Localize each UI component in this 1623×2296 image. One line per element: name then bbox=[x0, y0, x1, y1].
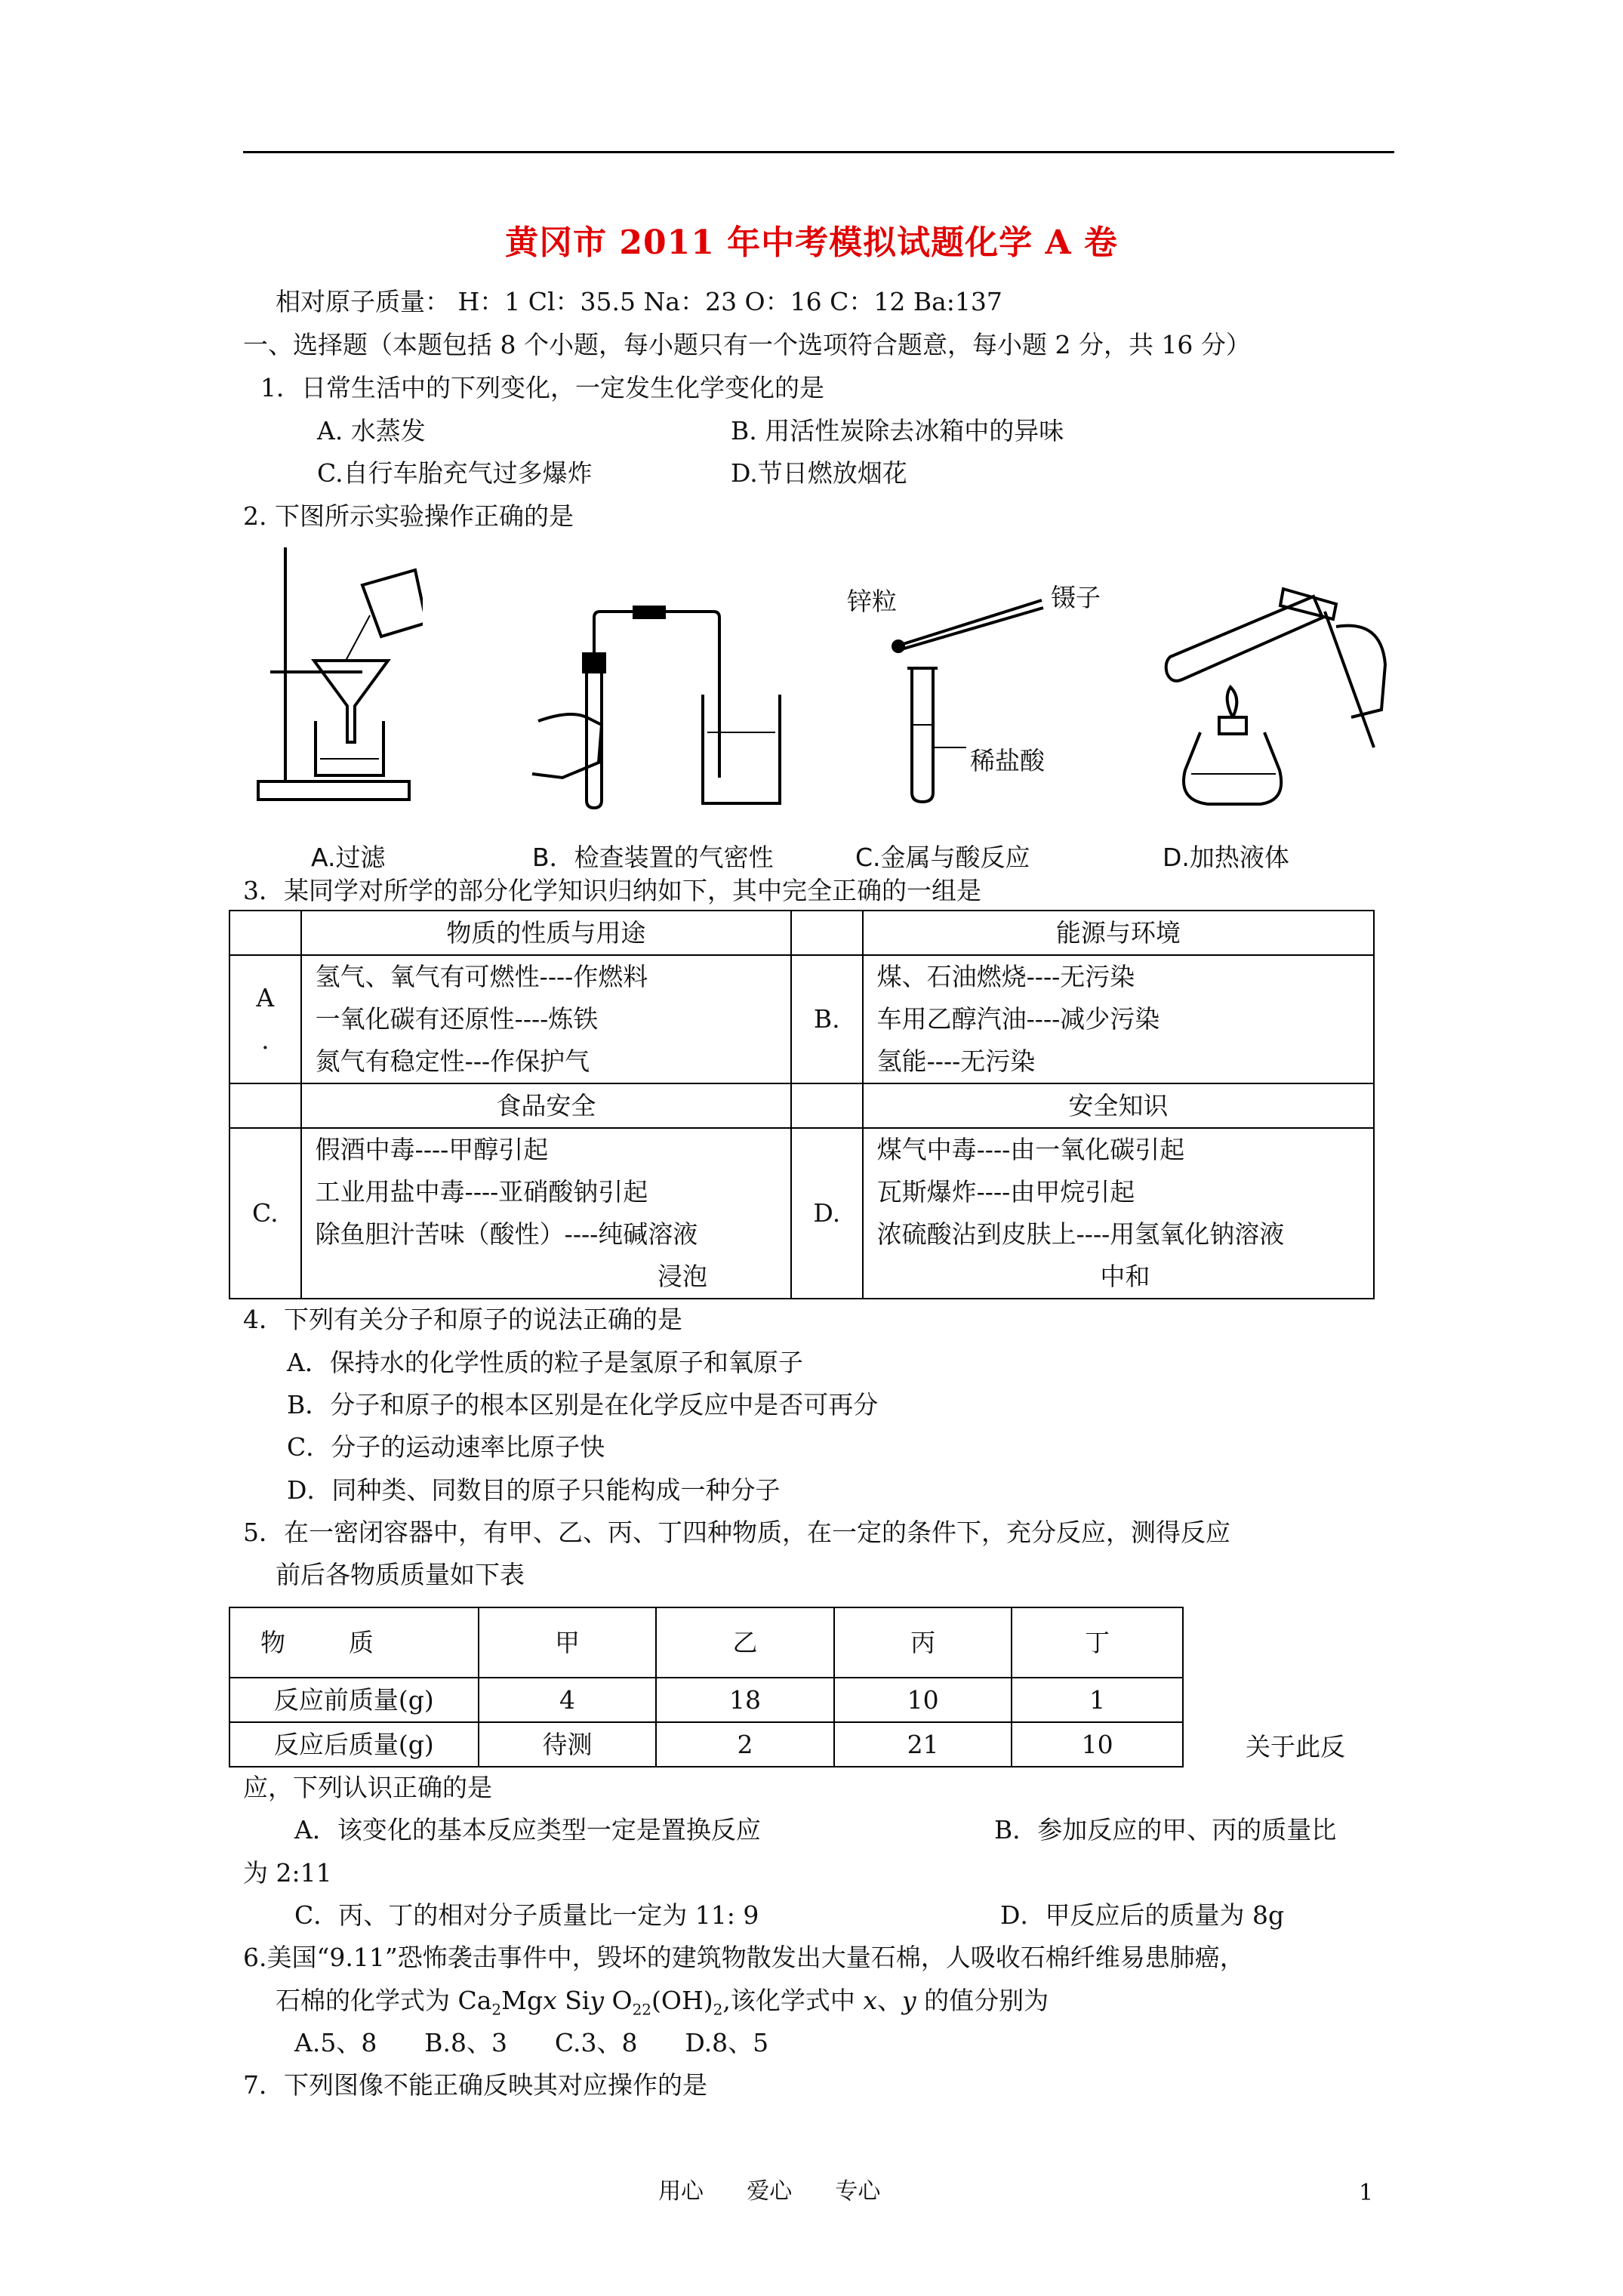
q7-stem: 7．下列图像不能正确反映其对应操作的是 bbox=[243, 2070, 707, 2100]
label-acid: 稀盐酸 bbox=[970, 746, 1045, 775]
heating-figure bbox=[1155, 574, 1404, 823]
caption-filtration: A.过滤 bbox=[311, 843, 386, 872]
q1-option-a: A. 水蒸发 bbox=[317, 416, 426, 445]
atomic-masses: 相对原子质量： H：1 Cl：35.5 Na：23 O：16 C：12 Ba:137 bbox=[276, 287, 1002, 316]
q5-header-ding: 丁 bbox=[1012, 1607, 1183, 1678]
q3-label-d: D. bbox=[791, 1128, 863, 1299]
q1-option-b: B. 用活性炭除去冰箱中的异味 bbox=[731, 416, 1064, 445]
q3-label-a: A . bbox=[229, 955, 301, 1083]
q5-option-c: C．丙、丁的相对分子质量比一定为 11: 9 bbox=[294, 1900, 759, 1930]
q5-stem-1: 5．在一密闭容器中，有甲、乙、丙、丁四种物质，在一定的条件下，充分反应，测得反应 bbox=[243, 1518, 1230, 1547]
q4-option-a: A．保持水的化学性质的粒子是氢原子和氧原子 bbox=[287, 1348, 803, 1377]
q3-cell-b: 煤、石油燃烧----无污染 车用乙醇汽油----减少污染 氢能----无污染 bbox=[863, 955, 1374, 1083]
q5-header-bing: 丙 bbox=[834, 1607, 1012, 1678]
q3-cell-a: 氢气、氧气有可燃性----作燃料 一氧化碳有还原性----炼铁 氮气有稳定性---作保护气 bbox=[301, 955, 791, 1083]
q6-line-1: 6.美国“9.11”恐怖袭击事件中，毁坏的建筑物散发出大量石棉，人吸收石棉纤维易患肺癌， bbox=[243, 1943, 1245, 1972]
q3-label-c: C. bbox=[229, 1128, 301, 1299]
q3-label-b: B. bbox=[791, 955, 863, 1083]
q3-cell-d: 煤气中毒----由一氧化碳引起 瓦斯爆炸----由甲烷引起 浓硫酸沾到皮肤上----用氢氧化钠溶液 中和 bbox=[863, 1128, 1374, 1299]
q5-row2-ding: 10 bbox=[1012, 1722, 1183, 1767]
q4-option-c: C．分子的运动速率比原子快 bbox=[287, 1432, 605, 1462]
q5-row1-yi: 18 bbox=[656, 1678, 834, 1722]
q6-options: A.5、8 B.8、3 C.3、8 D.8、5 bbox=[294, 2028, 769, 2057]
q1-option-d: D.节日燃放烟花 bbox=[731, 458, 907, 488]
q5-header-jia: 甲 bbox=[479, 1607, 657, 1678]
q5-option-b: B．参加反应的甲、丙的质量比 bbox=[994, 1815, 1337, 1845]
q5-row2-bing: 21 bbox=[834, 1722, 1012, 1767]
page-title: 黄冈市 2011 年中考模拟试题化学 A 卷 bbox=[505, 223, 1118, 262]
header-rule bbox=[243, 151, 1394, 153]
q5-option-b-cont: 为 2:11 bbox=[243, 1858, 332, 1888]
q5-option-a: A．该变化的基本反应类型一定是置换反应 bbox=[294, 1815, 761, 1845]
q1-stem: 1．日常生活中的下列变化，一定发生化学变化的是 bbox=[260, 373, 824, 402]
q5-row2-jia: 待测 bbox=[479, 1722, 657, 1767]
q1-option-c: C.自行车胎充气过多爆炸 bbox=[317, 458, 593, 488]
label-tweezers: 镊子 bbox=[1051, 583, 1101, 612]
q5-continuation: 应，下列认识正确的是 bbox=[243, 1773, 492, 1802]
q5-row1-jia: 4 bbox=[479, 1678, 657, 1722]
q3-cell-c: 假酒中毒----甲醇引起 工业用盐中毒----亚硝酸钠引起 除鱼胆汁苦味（酸性）----纯碱溶液 浸泡 bbox=[301, 1128, 791, 1299]
caption-heating: D.加热液体 bbox=[1163, 843, 1289, 872]
caption-metal-acid: C.金属与酸反应 bbox=[855, 843, 1030, 872]
q4-option-b: B．分子和原子的根本区别是在化学反应中是否可再分 bbox=[287, 1390, 879, 1419]
q5-row2-yi: 2 bbox=[656, 1722, 834, 1767]
q4-stem: 4．下列有关分子和原子的说法正确的是 bbox=[243, 1305, 682, 1334]
page-number: 1 bbox=[1359, 2180, 1374, 2206]
airtightness-figure bbox=[517, 604, 804, 815]
q4-option-d: D．同种类、同数目的原子只能构成一种分子 bbox=[287, 1475, 781, 1505]
q5-row2-label: 反应后质量(g) bbox=[229, 1722, 479, 1767]
q5-row1-bing: 10 bbox=[834, 1678, 1012, 1722]
footer-motto: 用心 爱心 专心 bbox=[658, 2178, 881, 2205]
q5-row1-ding: 1 bbox=[1012, 1678, 1183, 1722]
filtration-figure bbox=[249, 540, 423, 819]
q5-header-substance: 物 质 bbox=[229, 1607, 479, 1678]
q3-head-safety: 安全知识 bbox=[863, 1083, 1374, 1128]
q3-stem: 3．某同学对所学的部分化学知识归纳如下，其中完全正确的一组是 bbox=[243, 876, 981, 905]
section-heading: 一、选择题（本题包括 8 个小题，每小题只有一个选项符合题意，每小题 2 分，共 16 分） bbox=[243, 330, 1251, 359]
q5-table bbox=[229, 1607, 1184, 1767]
q3-head-properties: 物质的性质与用途 bbox=[301, 911, 791, 955]
q5-header-yi: 乙 bbox=[656, 1607, 834, 1678]
q5-option-d: D．甲反应后的质量为 8g bbox=[1000, 1900, 1285, 1930]
q5-stem-2: 前后各物质质量如下表 bbox=[276, 1560, 525, 1589]
label-zinc: 锌粒 bbox=[847, 587, 897, 616]
q5-row1-label: 反应前质量(g) bbox=[229, 1678, 479, 1722]
q3-table bbox=[229, 910, 1375, 1299]
q2-stem: 2. 下图所示实验操作正确的是 bbox=[243, 501, 574, 531]
q3-head-food: 食品安全 bbox=[301, 1083, 791, 1128]
q3-head-energy: 能源与环境 bbox=[863, 911, 1374, 955]
caption-airtightness: B．检查装置的气密性 bbox=[532, 843, 774, 872]
q6-formula-line: 石棉的化学式为 $Ca_2Mgx$ Siy $O_{22}(OH)_2$,该化学式中 x、y 的值分别为 bbox=[276, 1986, 1049, 2019]
q5-after-table: 关于此反 bbox=[1246, 1732, 1345, 1761]
